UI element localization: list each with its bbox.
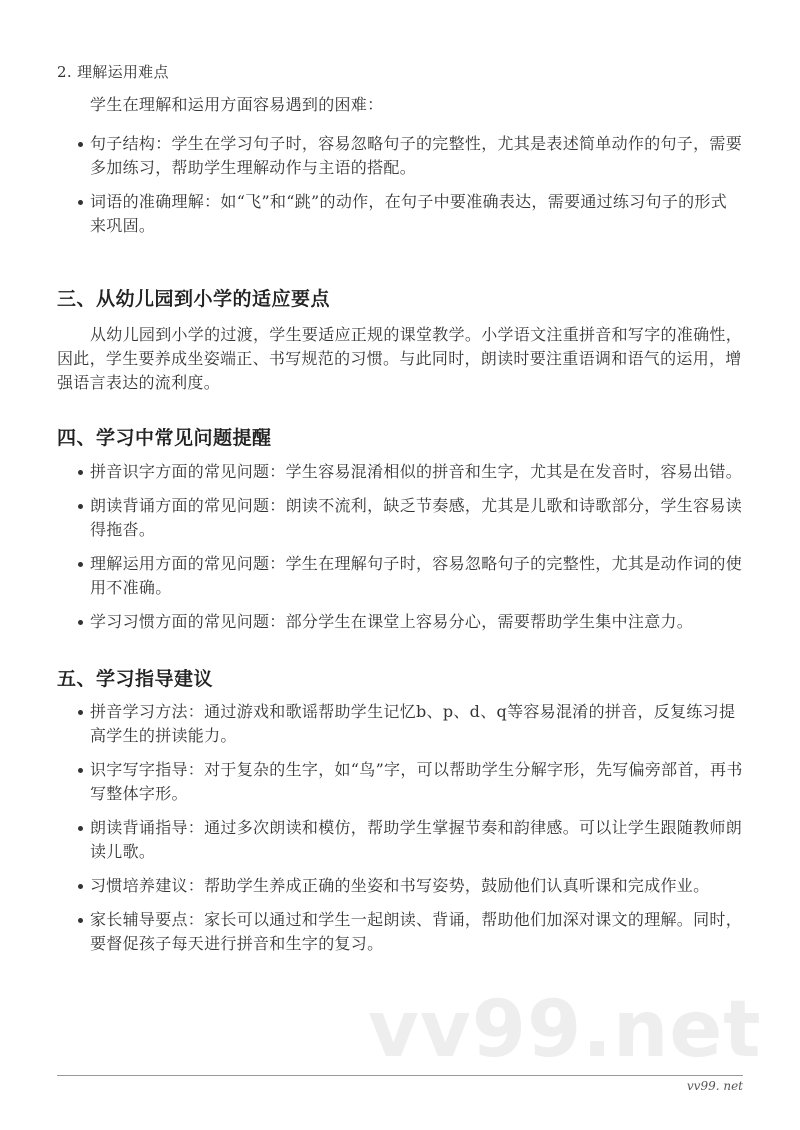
bullet-icon (78, 142, 83, 147)
bullet-icon (78, 620, 83, 625)
list-item (57, 494, 743, 542)
list-item-text: 拼音学习方法：通过游戏和歌谣帮助学生记忆b、p、d、q等容易混淆的拼音，反复练习提高学生的拼读能力。 (90, 702, 736, 745)
list-item-text: 识字写字指导：对于复杂的生字，如“鸟”字，可以帮助学生分解字形，先写偏旁部首，再书写整体字形。 (90, 760, 743, 803)
bullet-icon (78, 470, 83, 475)
intro-text: 学生在理解和运用方面容易遇到的困难： (90, 95, 384, 114)
section-heading: 四、学习中常见问题提醒 (57, 427, 272, 449)
section-heading: 三、从幼儿园到小学的适应要点 (57, 288, 331, 310)
bullet-icon (78, 768, 83, 773)
difficulty-list (57, 132, 743, 248)
guidance-list (57, 700, 743, 966)
list-item-text: 词语的准确理解：如“飞”和“跳”的动作，在句子中要准确表达，需要通过练习句子的形式来巩固。 (90, 192, 728, 235)
list-item (57, 700, 743, 748)
list-item (57, 132, 743, 180)
list-item-text: 家长辅导要点：家长可以通过和学生一起朗读、背诵，帮助他们加深对课文的理解。同时，要督促孩子每天进行拼音和生字的复习。 (90, 910, 743, 953)
problem-list (57, 460, 743, 644)
list-item-text: 习惯培养建议：帮助学生养成正确的坐姿和书写姿势，鼓励他们认真听课和完成作业。 (90, 876, 710, 895)
bullet-icon (78, 504, 83, 509)
list-item (57, 460, 743, 484)
footer-site-label: vv99. net (686, 1079, 743, 1093)
list-item (57, 758, 743, 806)
list-item-text: 朗读背诵方面的常见问题：朗读不流利，缺乏节奏感，尤其是儿歌和诗歌部分，学生容易读得拖沓。 (90, 496, 743, 539)
list-item-text: 句子结构：学生在学习句子时，容易忽略句子的完整性，尤其是表述简单动作的句子，需要多加练习，帮助学生理解动作与主语的搭配。 (90, 134, 743, 177)
list-item-text: 拼音识字方面的常见问题：学生容易混淆相似的拼音和生字，尤其是在发音时，容易出错。 (90, 462, 743, 481)
list-item (57, 552, 743, 600)
list-item (57, 816, 743, 864)
section-heading: 五、学习指导建议 (57, 668, 214, 690)
bullet-icon (78, 826, 83, 831)
list-item (57, 190, 743, 238)
list-item-text: 理解运用方面的常见问题：学生在理解句子时，容易忽略句子的完整性，尤其是动作词的使用不准确。 (90, 554, 743, 597)
bullet-icon (78, 710, 83, 715)
bullet-icon (78, 918, 83, 923)
watermark: vv99.net (368, 985, 762, 1075)
sub-heading: 2. 理解运用难点 (57, 63, 169, 81)
list-item (57, 908, 743, 956)
bullet-icon (78, 200, 83, 205)
footer-divider (57, 1075, 743, 1076)
bullet-icon (78, 562, 83, 567)
list-item (57, 610, 743, 634)
list-item-text: 朗读背诵指导：通过多次朗读和模仿，帮助学生掌握节奏和韵律感。可以让学生跟随教师朗读儿歌。 (90, 818, 743, 861)
section-paragraph: 从幼儿园到小学的过渡，学生要适应正规的课堂教学。小学语文注重拼音和写字的准确性，因此，学生要养成坐姿端正、书写规范的习惯。与此同时，朗读时要注重语调和语气的运用，增强语言表达的流利度。 (57, 325, 743, 392)
list-item (57, 874, 743, 898)
bullet-icon (78, 884, 83, 889)
list-item-text: 学习习惯方面的常见问题：部分学生在课堂上容易分心，需要帮助学生集中注意力。 (90, 612, 694, 631)
